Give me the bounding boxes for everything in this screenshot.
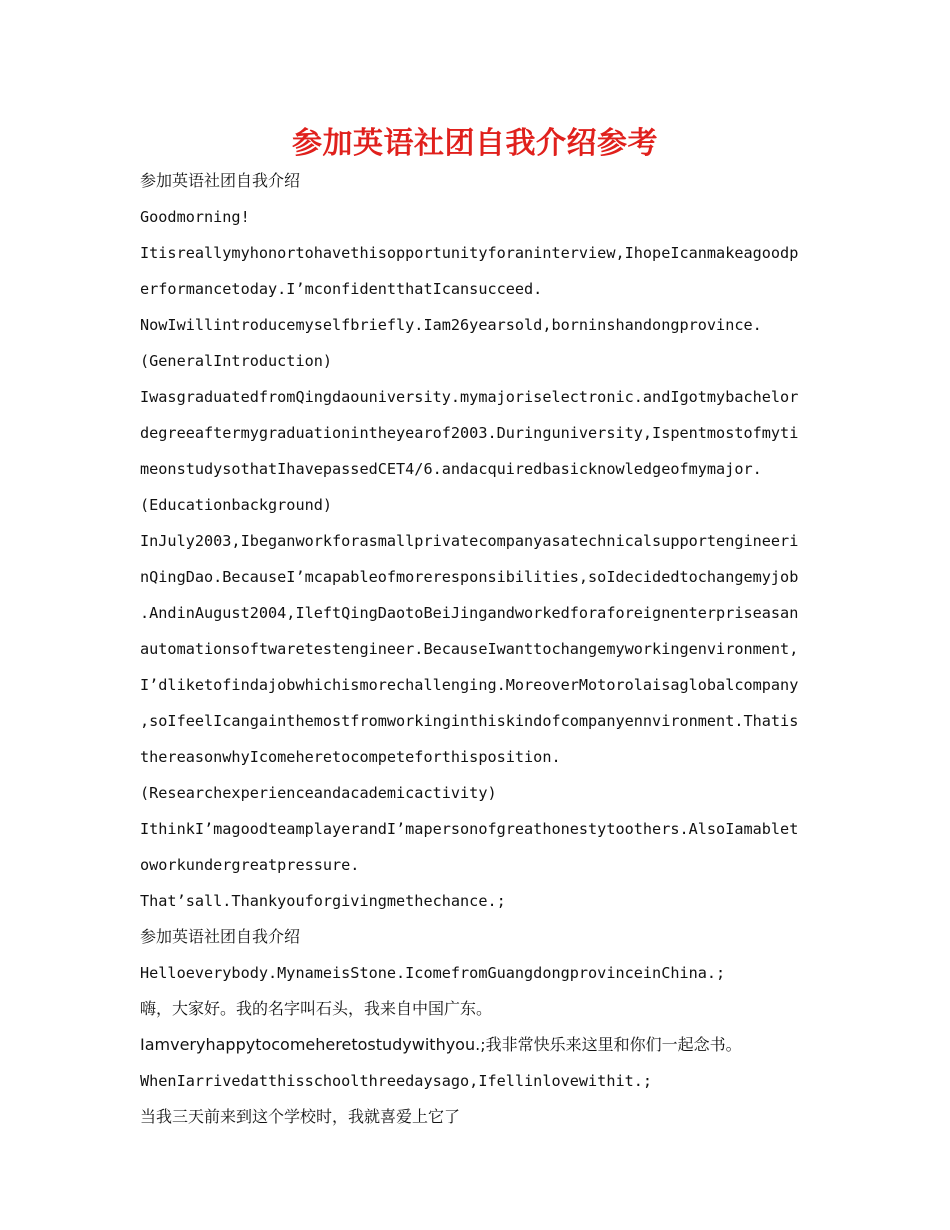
paragraph-line: (Researchexperienceandacademicactivity) [140,784,497,802]
paragraph-line: NowIwillintroducemyselfbriefly.Iam26yearsold,borninshandongprovince. [140,316,762,334]
paragraph-line: Iamveryhappytocomeheretostudywithyou.;我非常快乐来这里和你们一起念书。 [140,1035,742,1054]
paragraph-line: ,soIfeelIcangainthemostfromworkinginthiskindofcompanyennvironment.Thatis [140,712,799,730]
paragraph-line: oworkundergreatpressure. [140,856,360,874]
paragraph-line: IwasgraduatedfromQingdaouniversity.mymajoriselectronic.andIgotmybachelor [140,388,799,406]
paragraph-line: (Educationbackground) [140,496,333,514]
paragraph-line: nQingDao.BecauseI’mcapableofmoreresponsibilities,soIdecidedtochangemyjob [140,568,799,586]
paragraph-line: 嗨，大家好。我的名字叫石头，我来自中国广东。 [140,999,493,1018]
paragraph-line: Itisreallymyhonortohavethisopportunityforaninterview,IhopeIcanmakeagoodp [140,244,799,262]
paragraph-line: 参加英语社团自我介绍 [140,171,301,190]
paragraph-line: IthinkI’magoodteamplayerandI’mapersonofgreathonestytoothers.AlsoIamablet [140,820,799,838]
paragraph-line: erformancetoday.I’mconfidentthatIcansucceed. [140,280,543,298]
paragraph-line: .AndinAugust2004,IleftQingDaotoBeiJingandworkedforaforeignenterpriseasan [140,604,799,622]
paragraph-line: degreeaftermygraduationintheyearof2003.Duringuniversity,Ispentmostofmyti [140,424,799,442]
paragraph-line: 当我三天前来到这个学校时，我就喜爱上它了 [140,1107,461,1126]
paragraph-line: I’dliketofindajobwhichismorechallenging.MoreoverMotorolaisaglobalcompany [140,676,799,694]
paragraph-line: Goodmorning! [140,208,250,226]
paragraph-line: (GeneralIntroduction) [140,352,333,370]
paragraph-line: thereasonwhyIcomeheretocompeteforthisposition. [140,748,561,766]
paragraph-line: WhenIarrivedatthisschoolthreedaysago,Ifellinlovewithit.; [140,1072,653,1090]
document-title: 参加英语社团自我介绍参考 [292,126,658,161]
paragraph-line: InJuly2003,Ibeganworkforasmallprivatecompanyasatechnicalsupportengineeri [140,532,799,550]
paragraph-line: automationsoftwaretestengineer.BecauseIwanttochangemyworkingenvironment, [140,640,799,658]
paragraph-line: meonstudysothatIhavepassedCET4/6.andacquiredbasicknowledgeofmymajor. [140,460,762,478]
paragraph-line: That’sall.Thankyouforgivingmethechance.; [140,892,506,910]
paragraph-line: 参加英语社团自我介绍 [140,927,301,946]
document-body [140,163,820,1135]
paragraph-line: Helloeverybody.MynameisStone.IcomefromGuangdongprovinceinChina.; [140,964,726,982]
